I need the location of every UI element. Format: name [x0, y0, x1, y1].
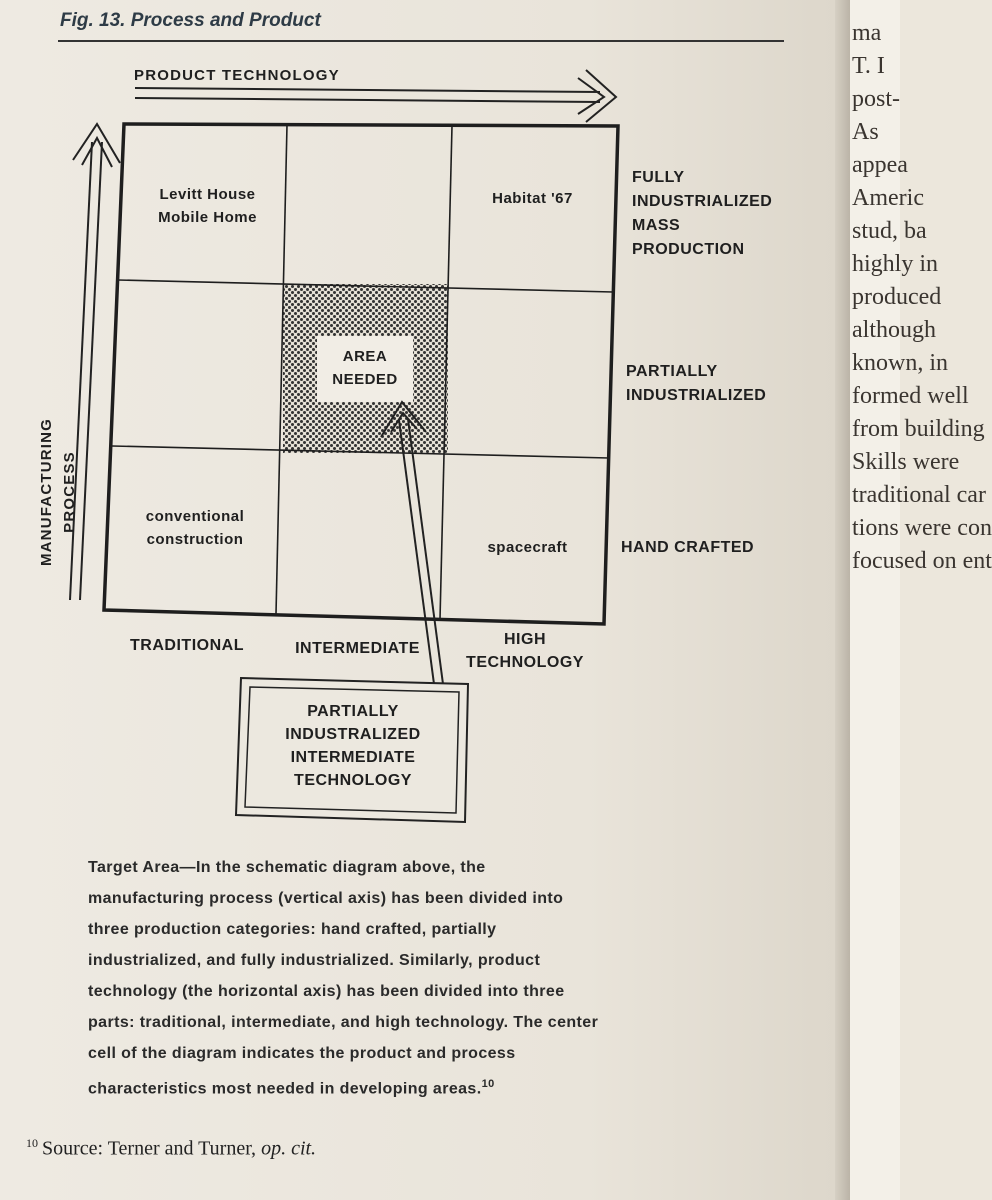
adjacent-page-line: from building [852, 416, 985, 442]
cell-area-needed: AREA NEEDED [332, 348, 398, 388]
adjacent-page-line: although [852, 317, 936, 343]
adjacent-page-line: post- [852, 86, 900, 112]
column-label-traditional: TRADITIONAL [130, 637, 244, 654]
figure-title: Fig. 13. Process and Product [60, 10, 321, 31]
caption-text: Target Area—In the schematic diagram above, the manufacturing process (vertical axis) has been divided into three production categories: hand crafted, partially industrialized, and fully industrialized. Similarly, product technology (the horizontal axis) has been divided into three parts: traditional, intermediate, and high technology. The center cell of the diagram indicates the product and process characteristics most needed in developing areas. [88, 859, 599, 1098]
adjacent-page-line: highly in [852, 251, 939, 277]
footnote [26, 1136, 316, 1161]
adjacent-page-line: produced [852, 284, 942, 310]
horizontal-axis-label: PRODUCT TECHNOLOGY [134, 67, 340, 84]
adjacent-page-line: formed well [852, 383, 969, 409]
adjacent-page-line: known, in [852, 350, 948, 376]
adjacent-page-line: Skills were [852, 449, 960, 475]
row-label-fully-industrialized: FULLY INDUSTRIALIZED MASS PRODUCTION [632, 169, 773, 258]
row-label-partially-industrialized: PARTIALLY INDUSTRIALIZED [626, 363, 767, 404]
column-label-intermediate: INTERMEDIATE [295, 640, 420, 657]
callout-text: PARTIALLY INDUSTRALIZED INTERMEDIATE TECHNOLOGY [285, 703, 421, 789]
footnote-citation: op. cit. [261, 1137, 317, 1160]
vertical-axis-label: MANUFACTURING PROCESS [38, 417, 78, 567]
adjacent-page-line: T. I [852, 53, 885, 79]
cell-conventional-construction: conventional construction [145, 508, 245, 548]
figure-caption [88, 852, 600, 1104]
adjacent-page-line: focused on ent [852, 548, 992, 574]
adjacent-page-line: stud, ba [852, 218, 927, 244]
adjacent-page-line: ma [852, 20, 882, 46]
cell-levitt-house: Levitt House Mobile Home [158, 186, 257, 226]
row-label-hand-crafted: HAND CRAFTED [621, 539, 755, 556]
cell-habitat-67: Habitat '67 [492, 190, 573, 207]
cell-spacecraft: spacecraft [487, 539, 568, 556]
adjacent-page-line: As [852, 119, 879, 145]
adjacent-page-line: traditional car [852, 482, 986, 508]
footnote-number: 10 [26, 1136, 38, 1150]
column-label-high-technology: HIGH TECHNOLOGY [466, 631, 584, 671]
adjacent-page-line: Americ [852, 185, 924, 211]
footnote-text: Source: Terner and Turner, [42, 1137, 257, 1160]
adjacent-page-line: tions were con [852, 515, 992, 541]
adjacent-page-line: appea [852, 152, 908, 178]
caption-note-ref: 10 [481, 1078, 495, 1090]
